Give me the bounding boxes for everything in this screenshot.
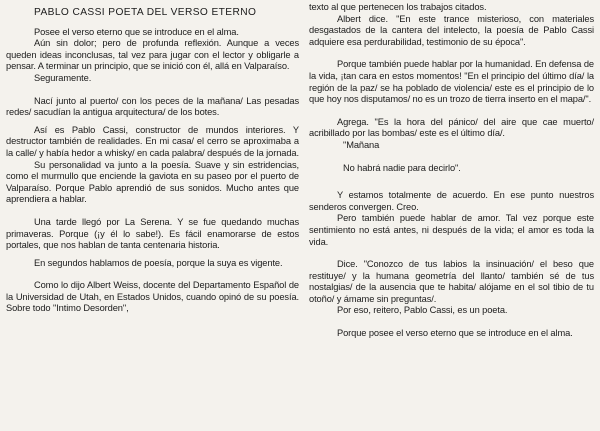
article-title: PABLO CASSI POETA DEL VERSO ETERNO <box>34 7 257 18</box>
right-column <box>309 0 594 340</box>
poem-line: "Mañana <box>343 139 380 150</box>
paragraph: Pero también puede hablar de amor. Tal vez porque este sentimiento no está antes, ni después de la vida; el amor es toda la vida. <box>309 213 594 247</box>
paragraph: Seguramente. <box>34 72 92 83</box>
column-divider <box>302 4 303 424</box>
quote-paragraph: Albert dice. "En este trance misterioso, con materiales desgastados de la cantera del intelecto, la poesía de Pablo Cassi adquiere esa perdurabilidad, testimonio de su época". <box>309 13 594 47</box>
paragraph: Porque también puede hablar por la humanidad. En defensa de la vida, ¡tan cara en estos momentos! "En el principio del último día/ la región de la paz/ se ha poblado de violencia/ este es el principio de lo que hoy nos disputamos/ no es un trozo de tierra inserto en el mapa/". <box>309 59 594 105</box>
poem-line: No habrá nadie para decirlo". <box>343 162 461 173</box>
paragraph: Por eso, reitero, Pablo Cassi, es un poeta. <box>337 305 508 316</box>
paragraph: Como lo dijo Albert Weiss, docente del Departamento Español de la Universidad de Utah, en Estados Unidos, cuando opinó de su poesía. Sobre todo "Intimo Desorden", <box>6 280 299 314</box>
closing-paragraph: Porque posee el verso eterno que se introduce en el alma. <box>337 328 573 339</box>
paragraph: En segundos hablamos de poesía, porque la suya es vigente. <box>34 257 283 268</box>
paragraph: texto al que pertenecen los trabajos citados. <box>309 2 487 12</box>
left-column <box>6 0 299 315</box>
quote-paragraph: Dice. "Conozco de tus labios la insinuación/ el beso que restituye/ y la humana geometría del llanto/ también sé de tus nostalgias/ de la ausencia que te habita/ alójame en el sol tibio de tu otoño/ y ámame sin preguntas/. <box>309 259 594 304</box>
paragraph: Una tarde llegó por La Serena. Y se fue quedando muchas primaveras. Porque (¡y él lo sabe!). Es fácil enamorarse de estos portales, que nos hablan de tanta centenaria historia. <box>6 216 299 251</box>
paragraph: Su personalidad va junto a la poesía. Suave y sin estridencias, como el murmullo que enciende la gaviota en su paseo por el puerto de Valparaíso. Porque Pablo aprendió de sus sonidos. Mucho antes que aprendiera a hablar. <box>6 159 299 205</box>
paragraph: Así es Pablo Cassi, constructor de mundos interiores. Y destructor también de realidades. En mi casa/ el cerro se aproximaba a la calle/ y había hedor a whisky/ en cada palabra/ después de la jornada. <box>6 124 299 158</box>
poem-quote: Nací junto al puerto/ con los peces de la mañana/ Las pesadas redes/ sacudían la antigua arquitectura/ de los botes. <box>6 95 299 118</box>
paragraph: Posee el verso eterno que se introduce en el alma. <box>34 26 239 37</box>
paragraph: Y estamos totalmente de acuerdo. En ese punto nuestros senderos convergen. Creo. <box>309 190 594 212</box>
paragraph: Aún sin dolor; pero de profunda reflexión. Aunque a veces queden ideas inconclusas, tal vez para jugar con el lector y obligarle a pensar. A terminar un principio, que se inició con él, allá en Valparaíso. <box>6 38 299 72</box>
quote-paragraph: Agrega. "Es la hora del pánico/ del aire que cae muerto/ acribillado por las bombas/ este es el último día/. <box>309 116 594 139</box>
